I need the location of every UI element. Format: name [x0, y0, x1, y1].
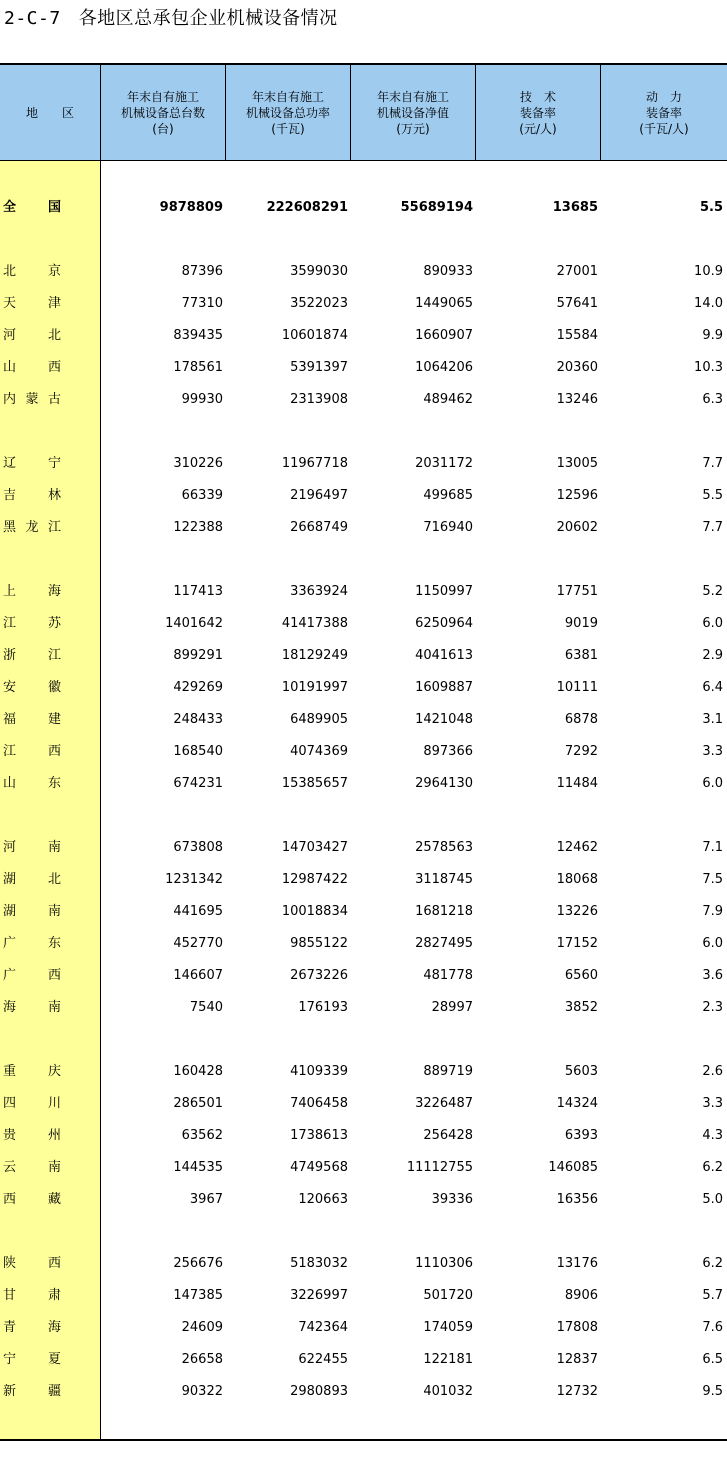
cell-col-1: 77310: [181, 296, 223, 311]
region-name: 河 北: [3, 328, 61, 343]
region-name: 江 西: [3, 744, 61, 759]
header-line: 年末自有施工: [251, 89, 324, 104]
table-row: [0, 1382, 727, 1402]
table-row: [0, 646, 727, 666]
cell-col-1: 452770: [173, 936, 223, 951]
cell-col-3: 401032: [423, 1384, 473, 1399]
cell-col-4: 6393: [564, 1128, 598, 1143]
cell-col-5: 9.5: [702, 1384, 723, 1399]
header-line: (万元): [396, 121, 430, 136]
cell-col-5: 5.0: [702, 1192, 723, 1207]
cell-col-5: 7.5: [702, 872, 723, 887]
cell-col-1: 1231342: [165, 872, 223, 887]
region-name: 黑 龙 江: [3, 520, 61, 535]
cell-col-5: 9.9: [702, 328, 723, 343]
cell-col-1: 26658: [181, 1352, 223, 1367]
header-line: 年末自有施工: [126, 89, 199, 104]
header-col-2: [226, 65, 351, 160]
cell-col-5: 10.3: [694, 360, 723, 375]
cell-col-3: 39336: [431, 1192, 473, 1207]
region-name: 海 南: [3, 1000, 61, 1015]
header-region: [0, 65, 101, 160]
cell-col-4: 57641: [556, 296, 598, 311]
cell-col-2: 3363924: [290, 584, 348, 599]
table-row: [0, 486, 727, 506]
cell-col-5: 5.5: [702, 488, 723, 503]
cell-col-1: 178561: [173, 360, 223, 375]
header-line: 动 力: [645, 89, 682, 104]
region-name: 陕 西: [3, 1256, 61, 1271]
cell-col-4: 12732: [556, 1384, 598, 1399]
table-row: [0, 710, 727, 730]
cell-col-4: 10111: [556, 680, 598, 695]
header-line: 装备率: [519, 105, 556, 120]
cell-col-2: 222608291: [266, 200, 348, 215]
cell-col-3: 501720: [423, 1288, 473, 1303]
region-name: 内 蒙 古: [3, 392, 61, 407]
cell-col-5: 3.3: [702, 744, 723, 759]
table-row: [0, 518, 727, 538]
table-row: [0, 1126, 727, 1146]
cell-col-4: 14324: [556, 1096, 598, 1111]
cell-col-4: 20602: [556, 520, 598, 535]
header-line: 年末自有施工: [376, 89, 449, 104]
region-name: 山 东: [3, 776, 61, 791]
cell-col-2: 2668749: [290, 520, 348, 535]
header-col-1: [101, 65, 226, 160]
cell-col-1: 839435: [173, 328, 223, 343]
header-separator: [0, 160, 727, 161]
region-name: 云 南: [3, 1160, 61, 1175]
table-row: [0, 1158, 727, 1178]
region-name: 江 苏: [3, 616, 61, 631]
cell-col-1: 144535: [173, 1160, 223, 1175]
header-line: (元/人): [519, 121, 557, 136]
cell-col-3: 6250964: [415, 616, 473, 631]
table-row: [0, 1318, 727, 1338]
header-line: (千瓦/人): [639, 121, 689, 136]
table-row: [0, 1254, 727, 1274]
table-row: [0, 742, 727, 762]
cell-col-2: 742364: [298, 1320, 348, 1335]
cell-col-3: 1150997: [415, 584, 473, 599]
cell-col-1: 674231: [173, 776, 223, 791]
cell-col-2: 5391397: [290, 360, 348, 375]
cell-col-4: 11484: [556, 776, 598, 791]
cell-col-3: 11112755: [406, 1160, 473, 1175]
cell-col-4: 6878: [564, 712, 598, 727]
cell-col-3: 1449065: [415, 296, 473, 311]
cell-col-3: 3118745: [415, 872, 473, 887]
region-name: 浙 江: [3, 648, 61, 663]
cell-col-4: 20360: [556, 360, 598, 375]
cell-col-2: 1738613: [290, 1128, 348, 1143]
cell-col-3: 4041613: [415, 648, 473, 663]
cell-col-5: 6.5: [702, 1352, 723, 1367]
cell-col-2: 10191997: [281, 680, 348, 695]
table-row: [0, 966, 727, 986]
table-row: [0, 1094, 727, 1114]
total-row: [0, 198, 727, 218]
cell-col-4: 5603: [564, 1064, 598, 1079]
cell-col-3: 499685: [423, 488, 473, 503]
cell-col-1: 7540: [189, 1000, 223, 1015]
cell-col-4: 3852: [564, 1000, 598, 1015]
table-title-text: 各地区总承包企业机械设备情况: [78, 8, 338, 29]
cell-col-3: 2827495: [415, 936, 473, 951]
cell-col-2: 6489905: [290, 712, 348, 727]
cell-col-2: 10018834: [281, 904, 348, 919]
table-code: 2-C-7: [4, 8, 61, 29]
cell-col-5: 6.0: [702, 936, 723, 951]
cell-col-3: 1681218: [415, 904, 473, 919]
cell-col-5: 2.9: [702, 648, 723, 663]
table-row: [0, 1190, 727, 1210]
table-row: [0, 390, 727, 410]
region-name: 天 津: [3, 296, 61, 311]
cell-col-2: 4109339: [290, 1064, 348, 1079]
cell-col-5: 3.3: [702, 1096, 723, 1111]
cell-col-3: 55689194: [400, 200, 473, 215]
region-name: 湖 南: [3, 904, 61, 919]
cell-col-5: 6.0: [702, 616, 723, 631]
cell-col-1: 122388: [173, 520, 223, 535]
cell-col-2: 3599030: [290, 264, 348, 279]
cell-col-1: 1401642: [165, 616, 223, 631]
cell-col-5: 7.9: [702, 904, 723, 919]
cell-col-4: 6381: [564, 648, 598, 663]
cell-col-1: 9878809: [159, 200, 223, 215]
cell-col-1: 146607: [173, 968, 223, 983]
region-name: 山 西: [3, 360, 61, 375]
table-row: [0, 294, 727, 314]
cell-col-5: 3.1: [702, 712, 723, 727]
cell-col-2: 9855122: [290, 936, 348, 951]
cell-col-5: 5.5: [699, 200, 723, 215]
cell-col-4: 6560: [564, 968, 598, 983]
cell-col-1: 168540: [173, 744, 223, 759]
table-row: [0, 1062, 727, 1082]
cell-col-2: 12987422: [281, 872, 348, 887]
region-name: 上 海: [3, 584, 61, 599]
cell-col-1: 441695: [173, 904, 223, 919]
region-name: 全 国: [3, 200, 61, 215]
cell-col-2: 2980893: [290, 1384, 348, 1399]
cell-col-2: 11967718: [281, 456, 348, 471]
cell-col-2: 3522023: [290, 296, 348, 311]
region-name: 广 东: [3, 936, 61, 951]
table-row: [0, 902, 727, 922]
cell-col-3: 489462: [423, 392, 473, 407]
region-name: 甘 肃: [3, 1288, 61, 1303]
cell-col-3: 122181: [423, 1352, 473, 1367]
header-line: 机械设备总功率: [245, 105, 330, 120]
region-name: 广 西: [3, 968, 61, 983]
header-line: 装备率: [645, 105, 682, 120]
region-column-background: [0, 161, 101, 1439]
table-row: [0, 358, 727, 378]
cell-col-1: 429269: [173, 680, 223, 695]
region-name: 重 庆: [3, 1064, 61, 1079]
region-name: 北 京: [3, 264, 61, 279]
cell-col-1: 63562: [181, 1128, 223, 1143]
cell-col-2: 2196497: [290, 488, 348, 503]
region-name: 河 南: [3, 840, 61, 855]
cell-col-1: 256676: [173, 1256, 223, 1271]
cell-col-2: 7406458: [290, 1096, 348, 1111]
cell-col-3: 28997: [431, 1000, 473, 1015]
cell-col-3: 897366: [423, 744, 473, 759]
cell-col-3: 1064206: [415, 360, 473, 375]
cell-col-3: 716940: [423, 520, 473, 535]
cell-col-4: 12462: [556, 840, 598, 855]
header-line: 技 术: [519, 89, 556, 104]
cell-col-1: 160428: [173, 1064, 223, 1079]
table-row: [0, 614, 727, 634]
table-row: [0, 934, 727, 954]
cell-col-1: 66339: [181, 488, 223, 503]
cell-col-2: 120663: [298, 1192, 348, 1207]
cell-col-2: 5183032: [290, 1256, 348, 1271]
cell-col-2: 18129249: [281, 648, 348, 663]
cell-col-3: 1609887: [415, 680, 473, 695]
cell-col-3: 2964130: [415, 776, 473, 791]
cell-col-3: 1421048: [415, 712, 473, 727]
cell-col-2: 2673226: [290, 968, 348, 983]
header-line: 机械设备净值: [376, 105, 449, 120]
cell-col-5: 2.3: [702, 1000, 723, 1015]
cell-col-5: 5.7: [702, 1288, 723, 1303]
cell-col-3: 2031172: [415, 456, 473, 471]
table-row: [0, 870, 727, 890]
cell-col-5: 14.0: [694, 296, 723, 311]
region-name: 宁 夏: [3, 1352, 61, 1367]
region-name: 西 藏: [3, 1192, 61, 1207]
cell-col-5: 7.7: [702, 520, 723, 535]
cell-col-1: 248433: [173, 712, 223, 727]
header-col-5: [601, 65, 727, 160]
cell-col-3: 174059: [423, 1320, 473, 1335]
cell-col-4: 16356: [556, 1192, 598, 1207]
cell-col-4: 18068: [556, 872, 598, 887]
region-name: 辽 宁: [3, 456, 61, 471]
table-row: [0, 262, 727, 282]
cell-col-5: 7.7: [702, 456, 723, 471]
region-name: 福 建: [3, 712, 61, 727]
cell-col-3: 889719: [423, 1064, 473, 1079]
cell-col-2: 3226997: [290, 1288, 348, 1303]
cell-col-4: 17751: [556, 584, 598, 599]
cell-col-5: 4.3: [702, 1128, 723, 1143]
cell-col-5: 6.3: [702, 392, 723, 407]
header-col-4: [476, 65, 601, 160]
cell-col-1: 310226: [173, 456, 223, 471]
cell-col-1: 90322: [181, 1384, 223, 1399]
cell-col-4: 17152: [556, 936, 598, 951]
cell-col-4: 13246: [556, 392, 598, 407]
cell-col-5: 5.2: [702, 584, 723, 599]
cell-col-5: 6.0: [702, 776, 723, 791]
table-title: [4, 6, 338, 32]
cell-col-4: 9019: [564, 616, 598, 631]
table-row: [0, 582, 727, 602]
header-line: 机械设备总台数: [120, 105, 205, 120]
cell-col-4: 13226: [556, 904, 598, 919]
cell-col-3: 481778: [423, 968, 473, 983]
cell-col-4: 146085: [548, 1160, 598, 1175]
cell-col-1: 147385: [173, 1288, 223, 1303]
table-row: [0, 326, 727, 346]
cell-col-3: 3226487: [415, 1096, 473, 1111]
cell-col-3: 1110306: [415, 1256, 473, 1271]
region-name: 吉 林: [3, 488, 61, 503]
cell-col-4: 8906: [564, 1288, 598, 1303]
cell-col-5: 7.1: [702, 840, 723, 855]
cell-col-1: 24609: [181, 1320, 223, 1335]
region-name: 四 川: [3, 1096, 61, 1111]
table-row: [0, 1286, 727, 1306]
cell-col-4: 12837: [556, 1352, 598, 1367]
cell-col-4: 17808: [556, 1320, 598, 1335]
cell-col-2: 4074369: [290, 744, 348, 759]
cell-col-1: 899291: [173, 648, 223, 663]
cell-col-4: 7292: [564, 744, 598, 759]
cell-col-2: 176193: [298, 1000, 348, 1015]
region-name: 贵 州: [3, 1128, 61, 1143]
cell-col-5: 2.6: [702, 1064, 723, 1079]
cell-col-2: 15385657: [281, 776, 348, 791]
cell-col-4: 27001: [556, 264, 598, 279]
cell-col-5: 7.6: [702, 1320, 723, 1335]
cell-col-4: 15584: [556, 328, 598, 343]
cell-col-3: 256428: [423, 1128, 473, 1143]
header-line: (千瓦): [271, 121, 305, 136]
cell-col-5: 6.4: [702, 680, 723, 695]
cell-col-2: 14703427: [281, 840, 348, 855]
cell-col-5: 6.2: [702, 1256, 723, 1271]
cell-col-4: 12596: [556, 488, 598, 503]
cell-col-1: 673808: [173, 840, 223, 855]
cell-col-2: 622455: [298, 1352, 348, 1367]
bottom-rule: [0, 1439, 727, 1441]
cell-col-4: 13005: [556, 456, 598, 471]
table-row: [0, 838, 727, 858]
region-name: 青 海: [3, 1320, 61, 1335]
region-name: 新 疆: [3, 1384, 61, 1399]
table-row: [0, 1350, 727, 1370]
header-line: (台): [152, 121, 174, 136]
cell-col-5: 3.6: [702, 968, 723, 983]
header-col-3: [351, 65, 476, 160]
cell-col-2: 2313908: [290, 392, 348, 407]
table-row: [0, 774, 727, 794]
region-name: 安 徽: [3, 680, 61, 695]
table-row: [0, 678, 727, 698]
region-name: 湖 北: [3, 872, 61, 887]
cell-col-1: 87396: [181, 264, 223, 279]
table-row: [0, 454, 727, 474]
cell-col-1: 117413: [173, 584, 223, 599]
cell-col-2: 10601874: [281, 328, 348, 343]
header-line: 地 区: [25, 105, 74, 120]
cell-col-3: 890933: [423, 264, 473, 279]
cell-col-3: 1660907: [415, 328, 473, 343]
table-row: [0, 998, 727, 1018]
cell-col-4: 13176: [556, 1256, 598, 1271]
cell-col-2: 4749568: [290, 1160, 348, 1175]
cell-col-4: 13685: [552, 200, 598, 215]
cell-col-5: 6.2: [702, 1160, 723, 1175]
cell-col-2: 41417388: [281, 616, 348, 631]
cell-col-5: 10.9: [694, 264, 723, 279]
cell-col-1: 3967: [189, 1192, 223, 1207]
cell-col-1: 286501: [173, 1096, 223, 1111]
cell-col-1: 99930: [181, 392, 223, 407]
cell-col-3: 2578563: [415, 840, 473, 855]
